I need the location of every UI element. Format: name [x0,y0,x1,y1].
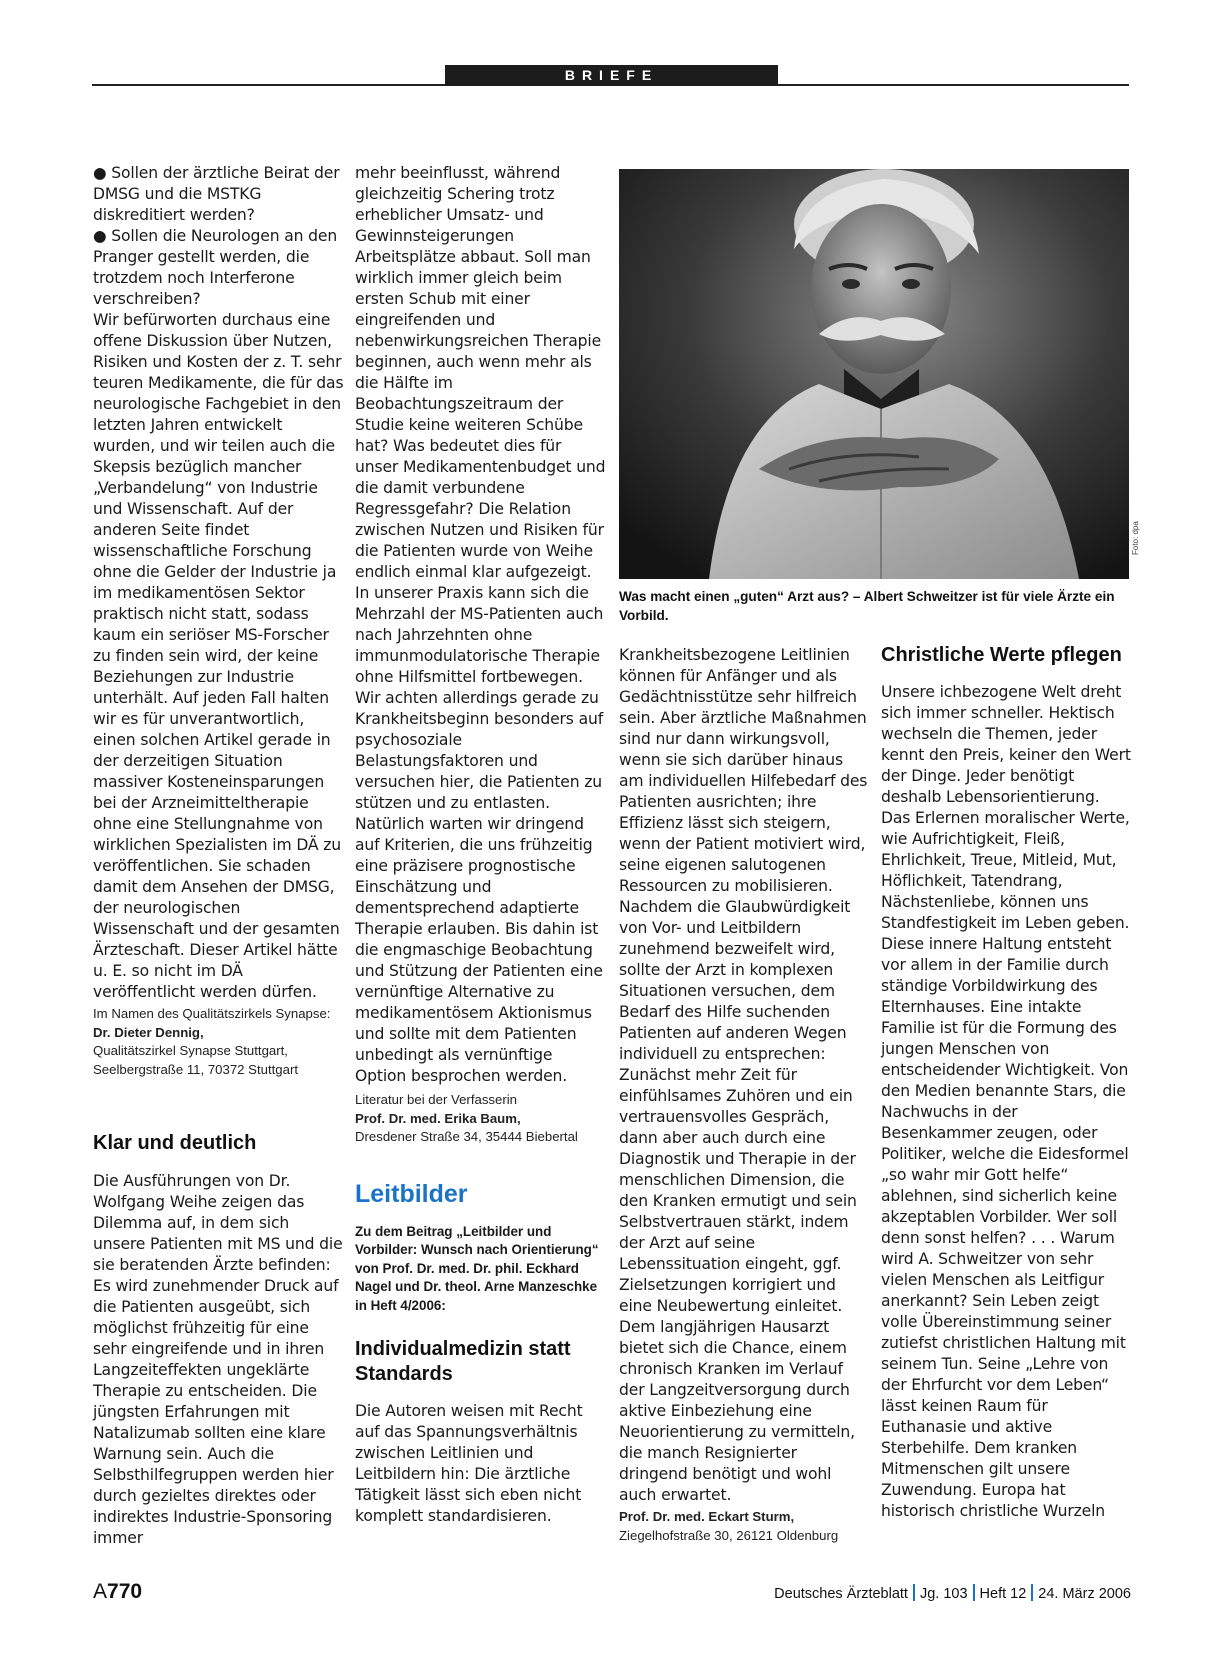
letter-body-1 [93,163,345,1003]
column-1 [93,163,345,1549]
letter-heading: Klar und deutlich [93,1132,257,1154]
separator [1031,1584,1033,1601]
signature-address: Dresdener Straße 34, 35444 Biebertal [355,1129,578,1144]
signature-block [619,1508,869,1545]
article-reference: Zu dem Beitrag „Leitbilder und Vorbilder: Wunsch nach Orientierung“ von Prof. Dr. med. Dr. phil. Eckhard Nagel und Dr. theol. Arne Manzeschke in Heft 4/2006: [355,1223,599,1313]
footer-journal-info [774,1584,1131,1602]
column-2 [355,163,607,1527]
signature-name: Prof. Dr. med. Eckart Sturm, [619,1509,795,1524]
signature-name: Prof. Dr. med. Erika Baum, [355,1110,521,1126]
bullet-paragraph: ● Sollen der ärztliche Beirat der DMSG und die MSTKG diskreditiert werden? [93,164,340,224]
letter-body-continued: mehr beeinflusst, während gleichzeitig Schering trotz erheblicher Umsatz- und Gewinnsteigerungen Arbeitsplätze abbaut. Soll man wirklich immer gleich beim ersten Schub mit einer eingreifenden und nebenwirkungsreichen Therapie beginnen, auch wenn mehr als die Hälfte im Beobachtungszeitraum der Studie keine weiteren Schübe hat? Was bedeutet dies für unser Medikamentenbudget und die damit verbundene Regressgefahr? Die Relation zwischen Nutzen und Risiken für die Patienten wurde von Weihe endlich einmal klar aufgezeigt. [355,164,606,581]
letter-heading: Christliche Werte pflegen [881,644,1122,666]
body-paragraph: Wir befürworten durchaus eine offene Diskussion über Nutzen, Risiken und Kosten der z. T. sehr teuren Medikamente, die für das neurologische Fachgebiet in den letzten Jahren entwickelt wurden, und wir teilen auch die Skepsis bezüglich mancher „Verbandelung“ von Industrie und Wissenschaft. Auf der anderen Seite findet wissenschaftliche Forschung ohne die Gelder der Industrie ja im medikamentösen Sektor praktisch nicht statt, sodass kaum ein seriöser MS-Forscher zu finden sein wird, der keine Beziehungen zur Industrie unterhält. Auf jeden Fall halten wir es für unverantwortlich, einen solchen Artikel gerade in der derzeitigen Situation massiver Kosteneinsparungen bei der Arzneimitteltherapie ohne eine Stellungnahme von wirklichen Spezialisten im DÄ zu veröffentlichen. Sie schaden damit dem Ansehen der DMSG, der neurologischen Wissenschaft und der gesamten Ärzteschaft. Dieser Artikel hätte u. E. so nicht im DÄ veröffentlicht werden dürfen. [93,311,344,1001]
page-prefix: A [93,1580,108,1603]
column-4 [881,645,1133,1522]
section-label: BRIEFE [445,65,778,86]
signature-address: Ziegelhofstraße 30, 26121 Oldenburg [619,1527,839,1543]
photo-credit: Foto: dpa [1131,521,1140,555]
signature-line: Im Namen des Qualitätszirkels Synapse: [93,1006,331,1021]
signature-name: Dr. Dieter Dennig, [93,1024,204,1040]
letter-body-2: Die Ausführungen von Dr. Wolfgang Weihe zeigen das Dilemma auf, in dem sich unsere Patienten mit MS und die sie beratenden Ärzte befinden: Es wird zunehmender Druck auf die Patienten ausgeübt, sich möglichst frühzeitig für eine sehr eingreifende und in ihren Langzeiteffekten ungeklärte Therapie zu entscheiden. Die jüngsten Erfahrungen mit Natalizumab sollten eine klare Warnung sein. Auch die Selbsthilfegruppen werden hier durch gezieltes direktes oder indirektes Industrie-Sponsoring immer [93,1172,343,1547]
photo-caption: Was macht einen „guten“ Arzt aus? – Albert Schweitzer ist für viele Ärzte ein Vorbild. [619,589,1115,623]
letter-body-paragraph: In unserer Praxis kann sich die Mehrzahl der MS-Patienten auch nach Jahrzehnten ohne immunmodulatorische Therapie ohne Hilfsmittel fortbewegen. Wir achten allerdings gerade zu Krankheitsbeginn besonders auf psychosoziale Belastungsfaktoren und versuchen hier, die Patienten zu stützen und zu entlasten. Natürlich warten wir dringend auf Kriterien, die uns frühzeitig eine präzisere prognostische Einschätzung und dementsprechend adaptierte Therapie erlauben. Bis dahin ist die engmaschige Beobachtung und Stützung der Patienten eine vernünftige Alternative zu medikamentösem Aktionismus und sollte mit dem Patienten unbedingt als vernünftige Option besprochen werden. [355,584,604,1085]
separator [913,1584,915,1601]
letter-body: Unsere ichbezogene Welt dreht sich immer schneller. Hektisch wechseln die Themen, jeder kennt den Preis, keiner den Wert der Dinge. Jeder benötigt deshalb Lebensorientierung. Das Erlernen moralischer Werte, wie Aufrichtigkeit, Fleiß, Ehrlichkeit, Treue, Mitleid, Mut, Höflichkeit, Tatendrang, Nächstenliebe, können uns Standfestigkeit im Leben geben. Diese innere Haltung entsteht vor allem in der Familie durch ständige Vorbildwirkung des Elternhauses. Eine intakte Familie ist für die Formung des jungen Menschen von entscheidender Wichtigkeit. Von den Medien benannte Stars, die Nachwuchs in der Besenkammer zeugen, oder Politiker, welche die Eidesformel „so wahr mir Gott helfe“ ablehnen, sind sicherlich keine akzeptablen Vorbilder. Wer soll denn sonst helfen? . . . Warum wird A. Schweitzer von sehr vielen Menschen als Leitfigur anerkannt? Sein Leben zeigt volle Übereinstimmung seiner zutiefst christlichen Haltung mit seinem Tun. Seine „Lehre von der Ehrfurcht vor dem Leben“ lässt keinen Raum für Euthanasie und aktive Sterbehilfe. Dem kranken Mitmenschen gilt unsere Zuwendung. Europa hat historisch christliche Wurzeln [881,683,1131,1520]
separator [973,1584,975,1601]
volume: Jg. 103 [919,1586,968,1602]
bullet-paragraph: ● Sollen die Neurologen an den Pranger gestellt werden, die trotzdem noch Interferone verschreiben? [93,227,338,308]
signature-block [93,1005,345,1079]
signature-note: Literatur bei der Verfasserin [355,1092,517,1107]
letter-heading: Individualmedizin statt Standards [355,1338,571,1385]
letter-body: Krankheitsbezogene Leitlinien können für Anfänger und als Gedächtnisstütze sehr hilfreich sein. Aber ärztliche Maßnahmen sind nur dann wirkungsvoll, wenn sie sich darüber hinaus am individuellen Hilfebedarf des Patienten ausrichten; ihre Effizienz lässt sich steigern, wenn der Patient motiviert wird, seine eigenen salutogenen Ressourcen zu mobilisieren. Nachdem die Glaubwürdigkeit von Vor- und Leitbildern zunehmend bezweifelt wird, sollte der Arzt in komplexen Situationen versuchen, dem Bedarf des Hilfe suchenden Patienten auf anderen Wegen individuell zu entsprechen: Zunächst mehr Zeit für einfühlsames Zuhören und ein vertrauensvolles Gespräch, dann aber auch durch eine Diagnostik und Therapie in der menschlichen Dimension, die den Kranken ermutigt und sein Selbstvertrauen stärkt, indem der Arzt auf seine Lebenssituation eingeht, ggf. Zielsetzungen korrigiert und eine Neubewertung einleitet. Dem langjährigen Hausarzt bietet sich die Chance, einem chronisch Kranken im Verlauf der Langzeitversorgung durch aktive Einbeziehung eine Neuorientierung zu vermitteln, die manch Resignierter dringend benötigt und wohl auch erwartet. [619,646,868,1504]
signature-line: Qualitätszirkel Synapse Stuttgart, [93,1043,288,1058]
journal-name: Deutsches Ärzteblatt [774,1586,908,1602]
schweitzer-photo [619,169,1129,579]
issue-date: 24. März 2006 [1038,1586,1131,1602]
signature-block [355,1091,607,1147]
page-number-value: 770 [107,1580,143,1603]
signature-address: Seelbergstraße 11, 70372 Stuttgart [93,1061,299,1077]
page-number [93,1580,142,1604]
issue: Heft 12 [979,1586,1027,1602]
section-title: Leitbilder [355,1179,468,1208]
column-3 [619,645,869,1545]
letter-body: Die Autoren weisen mit Recht auf das Spannungsverhältnis zwischen Leitlinien und Leitbildern hin: Die ärztliche Tätigkeit lässt sich eben nicht komplett standardisieren. [355,1402,583,1525]
